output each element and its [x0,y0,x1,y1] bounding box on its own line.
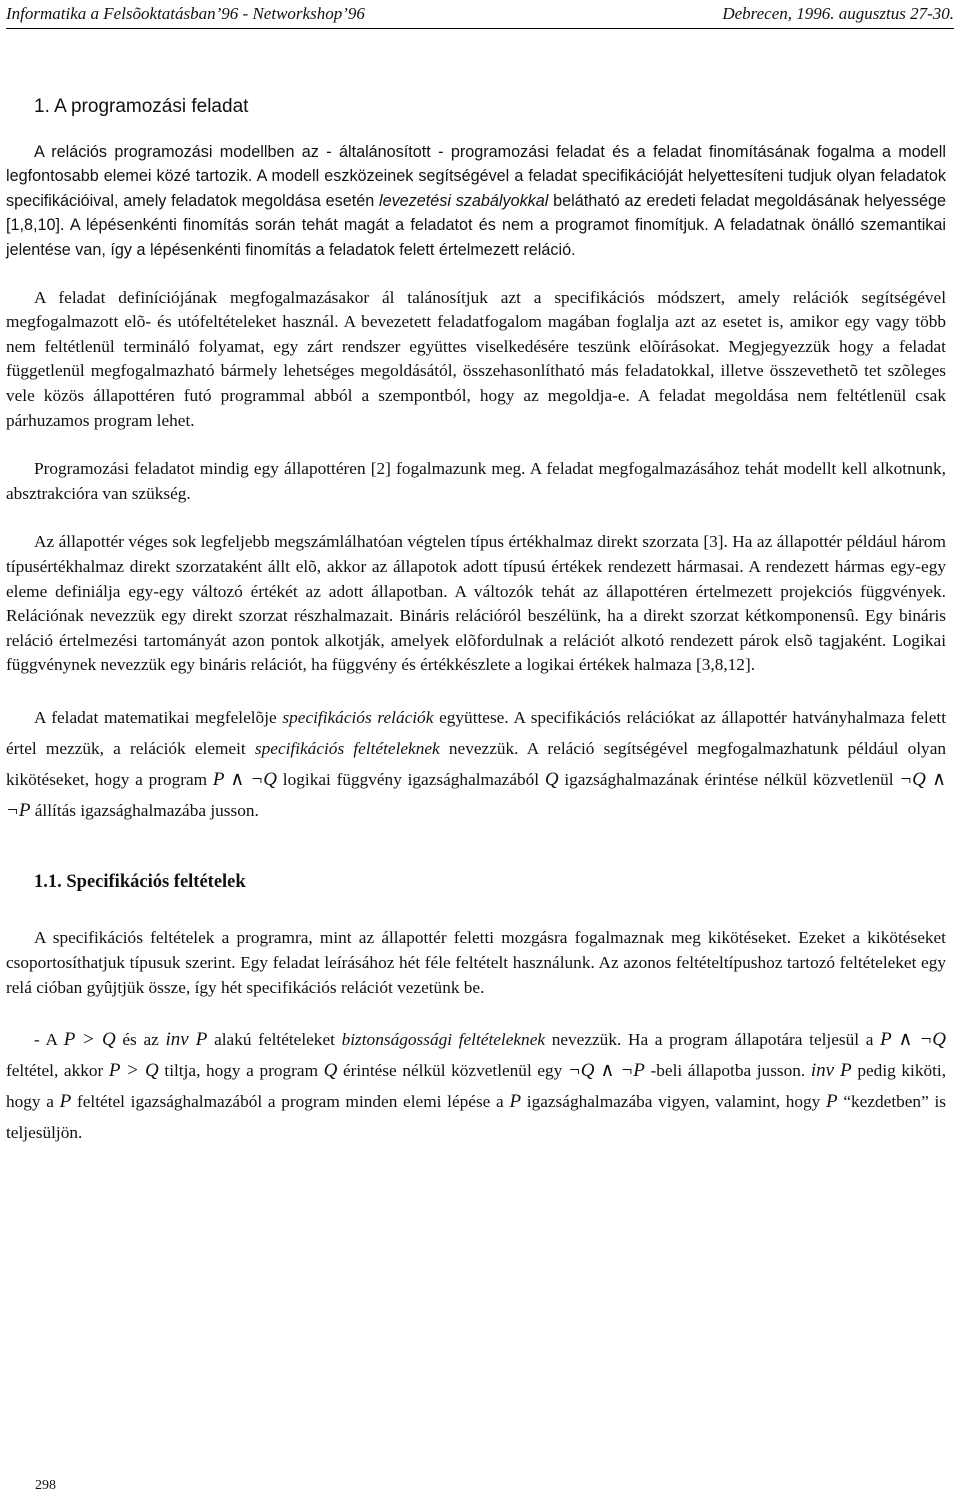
running-header [6,2,954,29]
paragraph [6,140,946,263]
formula: P [826,1091,838,1113]
text-run: igazsághalmazába vigyen, valamint, hogy [521,1092,827,1112]
page-body [6,95,946,1148]
formula: P ∧ ¬Q [212,768,278,790]
emphasis: specifikációs feltételeknek [254,738,440,758]
text-run: belátható az eredeti feladat megoldásának helyessége [1,8,10]. A lépésenkénti finomítás során tehát magát a feladatot és nem a programot finomítjuk. A feladatnak önálló szemantikai jelentése van, így a lépésenkénti finomítás a feladatok felett értelmezett reláció. [6,191,946,259]
formula: ¬Q ∧ ¬P [567,1060,645,1082]
header-conference: Informatika a Felsõoktatásban’96 - Networkshop’96 [6,4,365,23]
text-run: “kezdetben” is teljesüljön. [6,1092,946,1143]
paragraph [6,1024,946,1148]
text-run: -beli állapotba jusson. [644,1061,811,1081]
page-number: 298 [35,1478,56,1493]
text-run: igazsághalmazának érintése nélkül közvetlenül [558,769,900,789]
formula: P > Q [108,1060,159,1082]
text-run: feltétel, akkor [6,1061,109,1081]
text-run: pedig kiköti, hogy a [6,1061,947,1112]
subsection-title: 1.1. Specifikációs feltételek [34,871,246,892]
formula: Q [323,1060,338,1082]
text-run: feltétel igazsághalmazából a program minden elemi lépése a [71,1092,510,1112]
text-run: alakú feltételeket [207,1030,342,1050]
formula: P [59,1091,72,1113]
formula: ¬Q ∧ ¬P [6,768,946,821]
emphasis: biztonságossági feltételeknek [341,1030,546,1050]
text-run: - A [34,1030,64,1050]
formula: inv P [810,1060,852,1082]
text-run: A feladat matematikai megfelelõje [34,707,283,727]
text-run: tiltja, hogy a program [158,1061,324,1081]
paragraph: Programozási feladatot mindig egy állapottéren [2] fogalmazunk meg. A feladat megfogalmazásához tehát modellt kell alkotnunk, absztrakcióra van szükség. [6,459,946,503]
paragraph: A specifikációs feltételek a programra, mint az állapottér feletti mozgásra fogalmaznak meg kikötéseket. Ezeket a kikötéseket csoportosíthatjuk típusuk szerint. Egy feladat leírásához hét féle feltételt használunk. Az azonos feltételtípushoz tartozó feltételeket egy relá cióban gyûjtjük össze, így hét specifikációs relációt vezetünk be. [6,928,946,997]
header-place-date: Debrecen, 1996. augusztus 27-30. [722,4,954,23]
text-run: érintése nélkül közvetlenül egy [337,1061,568,1081]
text-run: nevezzük. Ha a program állapotára teljesül a [545,1030,881,1050]
text-run: logikai függvény igazsághalmazából [277,769,545,789]
paragraph [6,702,946,826]
section-title: 1. A programozási feladat [34,96,249,117]
paragraph: Az állapottér véges sok legfeljebb megszámlálhatóan végtelen típus értékhalmaz direkt szorzata [3]. Ha az állapottér például három típusértékhalmaz direkt szorzataként állt elõ, akkor az állapotok adott típusú értékek rendezett hármasai. A rendezett hármas egy-egy eleme definiálja egy-egy változó értékét az adott állapotban. A változók tehát az állapottéren értelmezett projekciós függvények. Relációnak nevezzük egy direkt szorzat részhalmazait. Bináris relációról beszélünk, ha a direkt szorzat kétkomponensû. Egy bináris reláció értelmezési tartományát azon pontok alkotják, amelyek elõfordulnak a relációt alkotó rendezett párok elsõ tagjaként. Logikai függvénynek nevezzük egy bináris relációt, ha függvény és értékkészlete a logikai értékek halmaza [3,8,12]. [6,532,946,675]
emphasis: levezetési szabályokkal [378,191,549,210]
formula: inv P [165,1029,208,1051]
text-run: és az [115,1030,166,1050]
text-run: nevezzük. A reláció segítségével megfogalmazhatunk például olyan kikötéseket, hogy a program [6,738,946,789]
text-run: állítás igazsághalmazába jusson. [30,800,259,820]
formula: P ∧ ¬Q [880,1029,946,1051]
text-run: együttese. A specifikációs relációkat az állapottér hatványhalmaza felett értel mezzük, a relációk elemeit [6,707,946,758]
formula: Q [544,768,559,790]
text-run: A relációs programozási modellben az - általánosított - programozási feladat és a feladat finomításának fogalma a modell legfontosabb elemei közé tartozik. A modell eszközeinek segítségével a feladat specifikációját helyettesíteni tudjuk olyan feladatok specifikációival, amely feladatok megoldása esetén [6,142,946,210]
paragraph: A feladat definíciójának megfogalmazásakor ál talánosítjuk azt a specifikációs módszert, amely relációk segítségével megfogalmazott elõ- és utófeltételeket használ. A bevezetett feladatfogalom magában foglalja azt az esetet is, amikor egy vagy több nem feltétlenül termináló folyamat, egy zárt rendszer együttes viselkedésére teszünk elõírásokat. Megjegyezzük hogy a feladat függetlenül megfogalmazható bármely lehetséges megoldásától, összehasonlítható más feladatokkal, illetve összevethetõ tet szõleges vele közös állapottéren futó programmal abból a szempontból, hogy az megoldja-e. A feladat megoldása nem feltétlenül csak párhuzamos program lehet. [6,287,946,430]
formula: P > Q [63,1029,116,1051]
emphasis: specifikációs relációk [282,707,434,727]
formula: P [509,1091,522,1113]
